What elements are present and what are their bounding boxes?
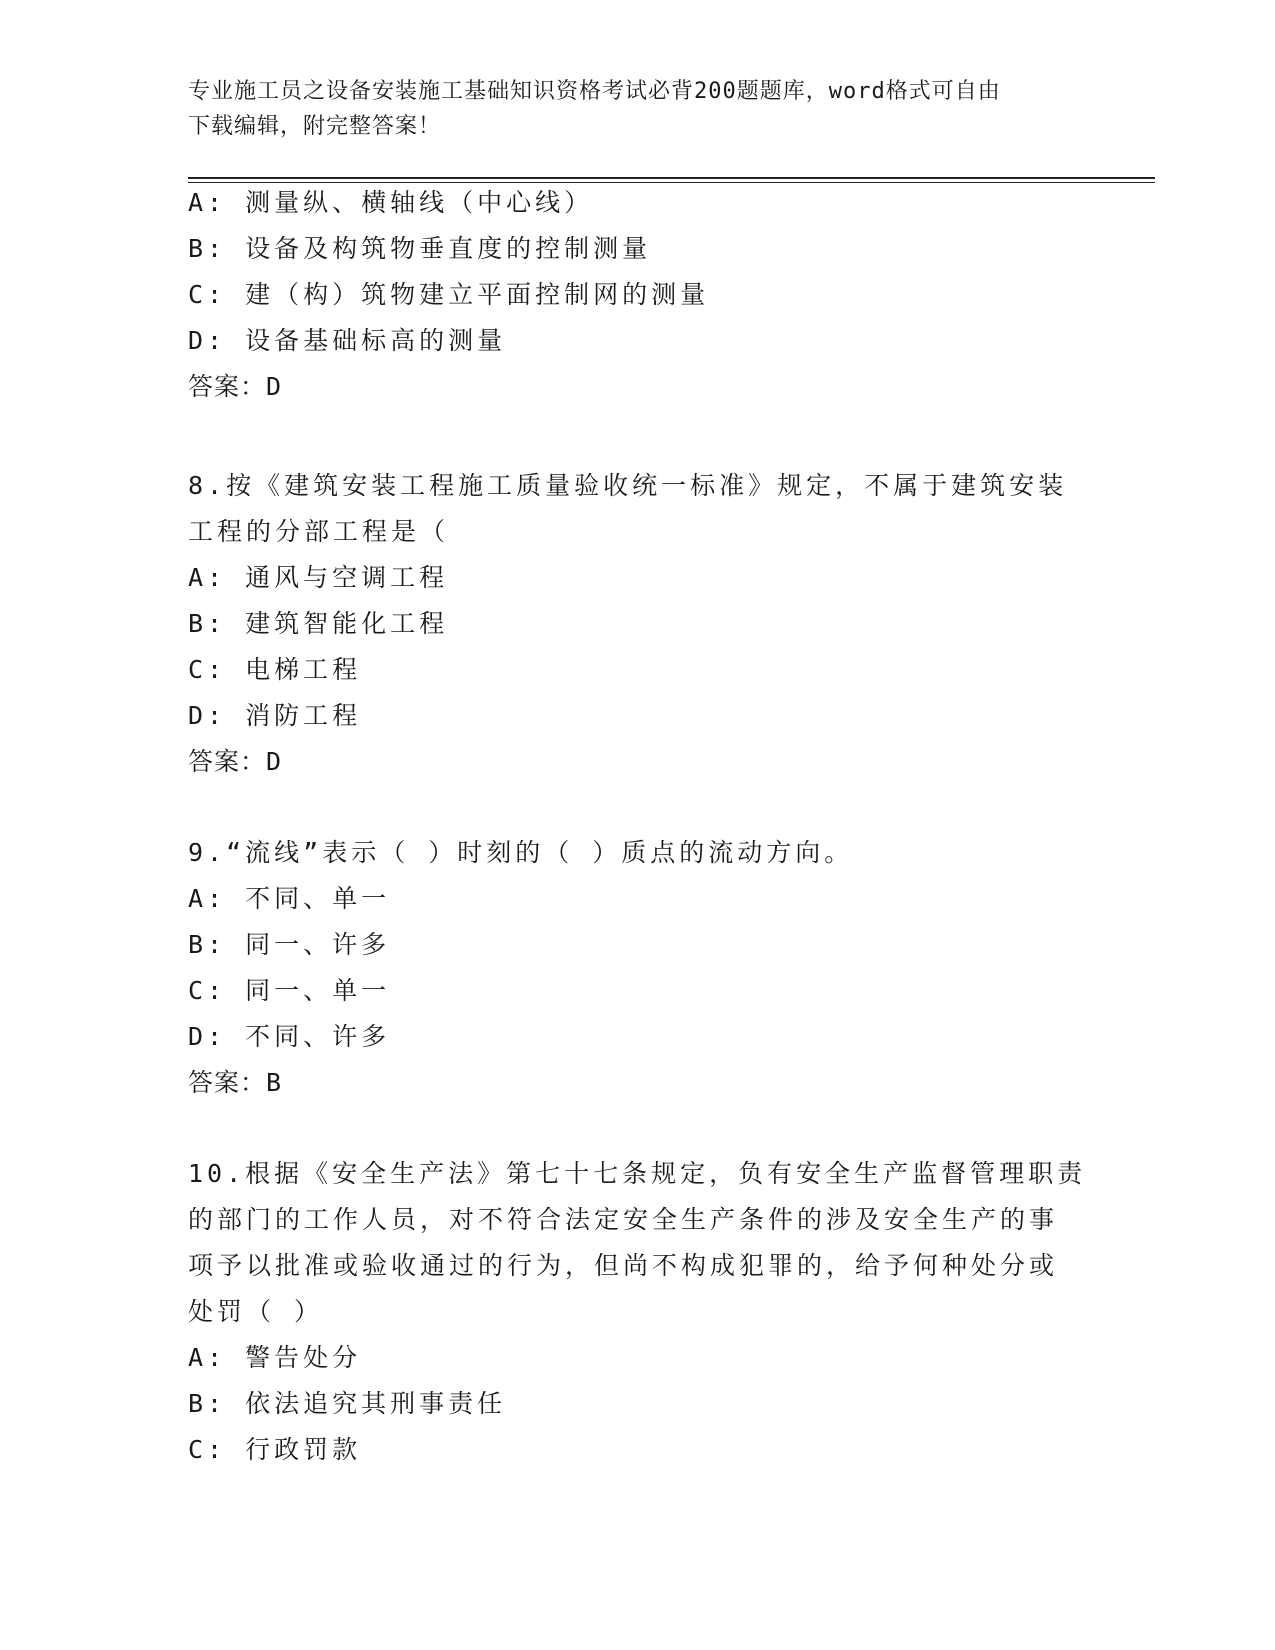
- question-9: [188, 830, 1088, 1106]
- q10-stem-line-1: 10.根据《安全生产法》第七十七条规定，负有安全生产监督管理职责: [188, 1159, 1087, 1188]
- question-10: [188, 1151, 1088, 1473]
- q8-option-a: A: 通风与空调工程: [188, 563, 449, 592]
- q7-option-c: C: 建（构）筑物建立平面控制网的测量: [188, 280, 710, 309]
- document-header: [188, 74, 1088, 144]
- q9-option-c: C: 同一、单一: [188, 976, 391, 1005]
- question-8: [188, 463, 1088, 785]
- q7-answer: 答案：D: [188, 372, 283, 401]
- q9-option-b: B: 同一、许多: [188, 930, 391, 959]
- q9-answer: 答案：B: [188, 1068, 283, 1097]
- q8-option-b: B: 建筑智能化工程: [188, 609, 449, 638]
- q8-stem: [188, 463, 1088, 555]
- q10-stem-line-3: 项予以批准或验收通过的行为，但尚不构成犯罪的，给予何种处分或: [188, 1251, 1059, 1280]
- q9-stem-line-1: 9.“流线”表示（ ）时刻的（ ）质点的流动方向。: [188, 838, 854, 867]
- q10-stem-line-4: 处罚（ ）: [188, 1297, 324, 1326]
- q8-option-c: C: 电梯工程: [188, 655, 362, 684]
- question-7: [188, 180, 1088, 410]
- q9-stem: [188, 830, 1088, 876]
- q9-option-d: D: 不同、许多: [188, 1022, 391, 1051]
- q8-stem-line-2: 工程的分部工程是（: [188, 517, 450, 546]
- q10-stem-line-2: 的部门的工作人员，对不符合法定安全生产条件的涉及安全生产的事: [188, 1205, 1059, 1234]
- q8-answer: 答案：D: [188, 747, 283, 776]
- q10-option-c: C: 行政罚款: [188, 1435, 362, 1464]
- q7-option-a: A: 测量纵、横轴线（中心线）: [188, 188, 594, 217]
- q8-option-d: D: 消防工程: [188, 701, 362, 730]
- header-divider-thick: [188, 177, 1155, 179]
- q7-option-d: D: 设备基础标高的测量: [188, 326, 507, 355]
- header-line-2: 下载编辑，附完整答案！: [188, 114, 442, 139]
- q10-option-b: B: 依法追究其刑事责任: [188, 1389, 507, 1418]
- q8-stem-line-1: 8.按《建筑安装工程施工质量验收统一标准》规定，不属于建筑安装: [188, 471, 1068, 500]
- q10-option-a: A: 警告处分: [188, 1343, 362, 1372]
- q7-option-b: B: 设备及构筑物垂直度的控制测量: [188, 234, 652, 263]
- header-line-1: 专业施工员之设备安装施工基础知识资格考试必背200题题库，word格式可自由: [188, 79, 1001, 104]
- q9-option-a: A: 不同、单一: [188, 884, 391, 913]
- q10-stem: [188, 1151, 1088, 1335]
